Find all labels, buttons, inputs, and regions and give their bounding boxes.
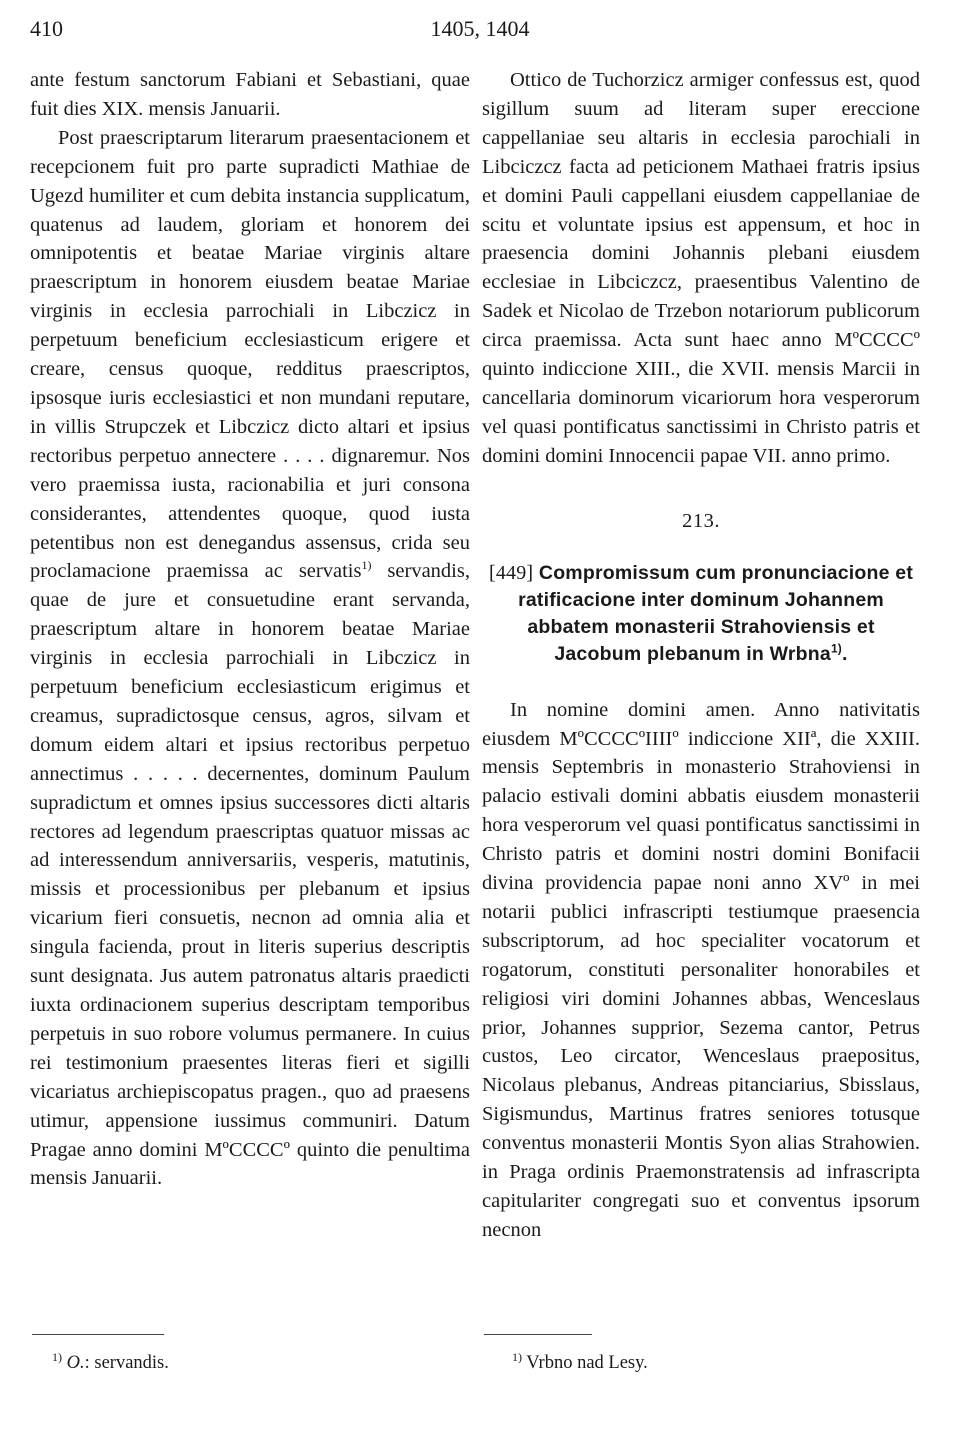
footnote-right — [512, 1349, 648, 1374]
right-paragraph-1: Ottico de Tuchorzicz armiger confessus est, quod sigillum suum ad literam super ereccione cappellaniae seu altaris in ecclesia parochiali in Libciczcz facta ad peticionem Mathaei fratris ipsius et domini Pauli cappellani eiusdem cappellaniae de scitu et voluntate ipsius est appensum, et hoc in praesencia domini Johannis plebani eiusdem ecclesiae in Libciczcz, praesentibus Valentino de Sadek et Nicolao de Trzebon notariorum publicorum circa praemissa. Acta sunt haec anno MºCCCCº quinto indiccione XIII., die XVII. mensis Marcii in cancellaria dominorum vicariorum hora vesperorum vel quasi pontificatus sanctissimi in Christo patris et domini domini Innocencii papae VII. anno primo. — [482, 69, 920, 467]
left-paragraph-1: ante festum sanctorum Fabiani et Sebastiani, quae fuit dies XIX. mensis Januarii. — [30, 69, 470, 120]
document-heading — [482, 560, 920, 668]
right-column — [482, 66, 920, 1245]
footnote-left-source: O. — [66, 1353, 85, 1373]
footnote-right-mark: 1) — [512, 1349, 522, 1364]
heading-end: . — [842, 642, 848, 665]
right-paragraph-2: In nomine domini amen. Anno nativitatis eiusdem MºCCCCºIIIIº indiccione XIIª, die XXIII. mensis Septembris in monasterio Strahoviensi in palacio estivali domini abbatis eiusdem monasterii hora vesperorum vel quasi pontificatus sanctissimi in Christo patris et domini nostri domini Bonifacii divina providencia papae noni anno XVº in mei notarii publici infrascripti testiumque praesencia subscriptorum, ad hoc specialiter vocatorum et rogatorum, constituti personaliter honorabiles et religiosi viri domini Johannes abbas, Wenceslaus prior, Johannes supprior, Sezema cantor, Petrus custos, Leo circator, Wenceslaus praepositus, Nicolaus plebanus, Andreas pitanciarius, Sbisslaus, Sigismundus, Martinus fratres seniores totusque conventus monasterii Montis Syon alias Strahowien. in Praga ordinis Praemonstratensis ad infrascripta capitulariter congregati suo et conventus ipsorum necnon — [482, 698, 920, 1241]
footnote-ref-right: 1) — [830, 641, 843, 656]
heading-number: [449] — [488, 561, 534, 584]
footnote-ref-left: 1) — [361, 558, 372, 573]
running-header: 1405, 1404 — [430, 16, 530, 41]
page-number: 410 — [30, 16, 63, 41]
footnote-left — [52, 1349, 169, 1374]
footnote-left-mark: 1) — [52, 1349, 62, 1364]
heading-text: Compromissum cum pronunciacione et ratificacione inter dominum Johannem abbatem monasterii Strahoviensis et Jacobum plebanum in Wrbna — [518, 561, 914, 665]
left-paragraph-2 — [30, 124, 470, 1194]
document-number: 213. — [682, 509, 720, 532]
left-column — [30, 66, 470, 1193]
footnote-rule-right — [484, 1334, 592, 1335]
left-paragraph-2-part-2: servandis, quae de jure et consuetudine erant servanda, praescriptum altare in honorem beatae Mariae virginis in ecclesia parrochiali in Libczicz in perpetuum beneficium ecclesiasticum erigimus et creamus, supradictosque census, agros, silvam et domum eidem altari et ipsius rectoribus perpetuo annectimus . . . . . decernentes, dominum Paulum supradictum et omnes ipsius successores dicti altaris rectores ad legendum praescriptas quatuor missas ac ad interessendum anniversariis, vesperis, matutinis, missis et processionibus per plebanum et ipsius vicarium fieri consuetis, necnon ad omnia alia et singula facienda, prout in literis superius descriptis sunt designata. Jus autem patronatus altaris praedicti iuxta ordinacionem superius descriptam temporibus perpetuis in suo robore volumus permanere. In cuius rei testimonium praesentes literas fieri et sigilli vicariatus archiepiscopatus pragen., quo ad praesens utimur, appensione iussimus communiri. Datum Pragae anno domini MºCCCCº quinto die penultima mensis Januarii. — [30, 560, 470, 1190]
footnote-left-text: : servandis. — [84, 1353, 169, 1373]
footnote-rule-left — [32, 1334, 164, 1335]
footnote-right-text: Vrbno nad Lesy. — [522, 1353, 648, 1373]
left-paragraph-2-part-1: Post praescriptarum literarum praesentacionem et recepcionem fuit pro parte supradicti Mathiae de Ugezd humiliter et cum debita instancia supplicatum, quatenus ad laudem, gloriam et honorem dei omnipotentis et beatae Mariae virginis altare praescriptum in honorem eiusdem beatae Mariae virginis in ecclesia parrochiali in Libczicz in perpetuum beneficium ecclesiasticum erigere et creare, census quoque, redditus praescriptos, ipsosque iuris ecclesiastici et non mundani reputare, in villis Strupczek et Libczicz dicto altari et ipsius rectoribus perpetuo annectere . . . . dignaremur. Nos vero praemissa iusta, racionabilia et juri consona considerantes, attendentes quoque, quod iusta petentibus non est denegandus assensus, crida seu proclamacione praemissa ac servatis — [30, 126, 470, 583]
